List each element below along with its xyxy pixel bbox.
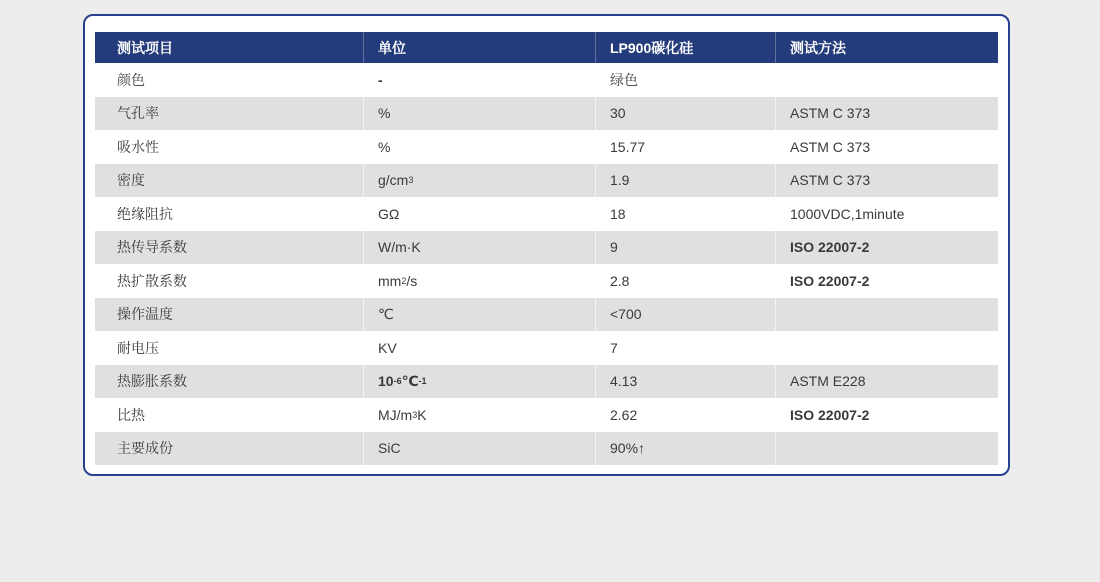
cell-method	[775, 63, 998, 97]
cell-unit: MJ/m 3 K	[363, 398, 595, 432]
cell-method: ASTM C 373	[775, 130, 998, 164]
cell-value: 30	[595, 97, 775, 131]
cell-test-item: 颜色	[117, 71, 145, 88]
cell-value: 9	[595, 231, 775, 265]
cell-method: ISO 22007-2	[775, 231, 998, 265]
cell-method: ASTM E228	[775, 365, 998, 399]
cell-unit: KV	[363, 331, 595, 365]
cell-value: 18	[595, 197, 775, 231]
table-row	[95, 432, 998, 466]
cell-method	[775, 432, 998, 466]
cell-unit: mm 2 /s	[363, 264, 595, 298]
table-row	[95, 97, 998, 131]
table-row	[95, 130, 998, 164]
table-row	[95, 197, 998, 231]
cell-unit: %	[363, 130, 595, 164]
cell-value: 绿色	[595, 63, 775, 97]
table-row	[95, 331, 998, 365]
cell-unit: g/cm 3	[363, 164, 595, 198]
cell-unit: SiC	[363, 432, 595, 466]
cell-test-item: 绝缘阻抗	[117, 205, 173, 222]
spec-card	[83, 14, 1010, 476]
cell-value: 2.62	[595, 398, 775, 432]
cell-method: ASTM C 373	[775, 164, 998, 198]
cell-method: ISO 22007-2	[775, 398, 998, 432]
cell-value: 90%↑	[595, 432, 775, 466]
cell-test-item: 气孔率	[117, 105, 159, 122]
cell-test-item: 热传导系数	[117, 239, 187, 256]
table-row	[95, 63, 998, 97]
table-row	[95, 264, 998, 298]
cell-value: <700	[595, 298, 775, 332]
cell-test-item: 比热	[117, 406, 145, 423]
cell-unit: ℃	[363, 298, 595, 332]
cell-value: 7	[595, 331, 775, 365]
cell-test-item: 操作温度	[117, 306, 173, 323]
table-row	[95, 398, 998, 432]
cell-value: 4.13	[595, 365, 775, 399]
cell-method: ASTM C 373	[775, 97, 998, 131]
cell-method	[775, 298, 998, 332]
header-cell-method: 测试方法	[775, 32, 998, 63]
header-cell-product: LP900碳化硅	[595, 32, 775, 63]
cell-test-item: 热扩散系数	[117, 272, 187, 289]
cell-test-item: 吸水性	[117, 138, 159, 155]
cell-method: 1000VDC,1minute	[775, 197, 998, 231]
cell-value: 15.77	[595, 130, 775, 164]
cell-unit: W/m·K	[363, 231, 595, 265]
table-row	[95, 164, 998, 198]
cell-unit: GΩ	[363, 197, 595, 231]
cell-test-item: 密度	[117, 172, 145, 189]
table-body	[95, 63, 998, 465]
cell-unit: 10 -6 ℃ -1	[363, 365, 595, 399]
cell-test-item: 耐电压	[117, 339, 159, 356]
cell-method	[775, 331, 998, 365]
spec-table	[95, 32, 998, 465]
cell-test-item: 主要成份	[117, 440, 173, 457]
table-row	[95, 298, 998, 332]
table-row	[95, 231, 998, 265]
table-header-row	[95, 32, 998, 63]
cell-unit: -	[363, 63, 595, 97]
cell-value: 1.9	[595, 164, 775, 198]
header-cell-test-item: 测试项目	[117, 39, 173, 56]
cell-test-item: 热膨胀系数	[117, 373, 187, 390]
table-row	[95, 365, 998, 399]
cell-unit: %	[363, 97, 595, 131]
cell-value: 2.8	[595, 264, 775, 298]
cell-method: ISO 22007-2	[775, 264, 998, 298]
header-cell-unit: 单位	[363, 32, 595, 63]
